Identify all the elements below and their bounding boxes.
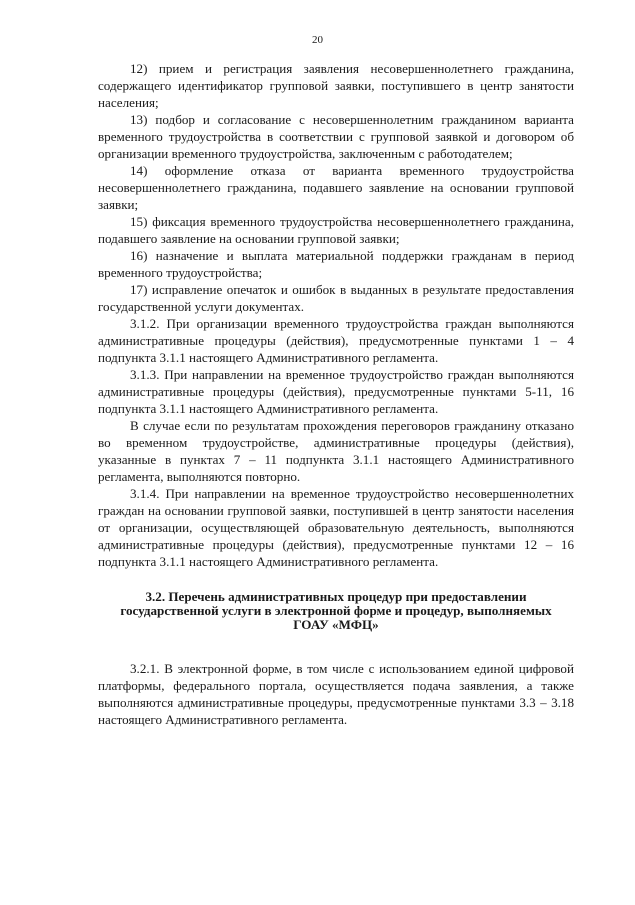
paragraph-item-15: 15) фиксация временного трудоустройства несовершеннолетнего гражданина, подавшего заявление на основании групповой заявки; <box>98 214 574 246</box>
paragraph-item-13: 13) подбор и согласование с несовершеннолетним гражданином варианта временного трудоустройства в соответствии с групповой заявкой и договором об организации временного трудоустройства, заключенным с работодателем; <box>98 112 574 161</box>
paragraph-3-2-1: 3.2.1. В электронной форме, в том числе с использованием единой цифровой платформы, федерального портала, осуществляется подача заявления, а также выполняются административные процедуры, предусмотренные пунктами 3.3 – 3.18 настоящего Административного регламента. <box>98 661 574 727</box>
paragraph-3-1-3: 3.1.3. При направлении на временное трудоустройство граждан выполняются административные процедуры (действия), предусмотренные пунктами 5-11, 16 подпункта 3.1.1 настоящего Административного регламента. <box>98 367 574 416</box>
section-heading-3-2: 3.2. Перечень административных процедур при предоставлении государственной услуги в электронной форме и процедур, выполняемых ГОАУ «МФЦ» <box>120 589 552 632</box>
paragraph-item-17: 17) исправление опечаток и ошибок в выданных в результате предоставления государственной услуги документах. <box>98 282 574 314</box>
paragraph-3-1-4: 3.1.4. При направлении на временное трудоустройство несовершеннолетних граждан на основании групповой заявки, поступившей в центр занятости населения от организации, осуществляющей образовательную деятельность, выполняются административные процедуры (действия), предусмотренные пунктами 12 – 16 подпункта 3.1.1 настоящего Административного регламента. <box>98 486 574 569</box>
paragraph-item-12: 12) прием и регистрация заявления несовершеннолетнего гражданина, содержащего идентификатор групповой заявки, поступившего в центр занятости населения; <box>98 61 574 110</box>
paragraph-item-16: 16) назначение и выплата материальной поддержки гражданам в период временного трудоустройства; <box>98 248 574 280</box>
paragraph-refusal-case: В случае если по результатам прохождения переговоров гражданину отказано во временном трудоустройстве, административные процедуры (действия), указанные в пунктах 7 – 11 подпункта 3.1.1 настоящего Административного регламента, выполняются повторно. <box>98 418 574 484</box>
paragraph-item-14: 14) оформление отказа от варианта временного трудоустройства несовершеннолетнего гражданина, подавшего заявление на основании групповой заявки; <box>98 163 574 212</box>
page-number: 20 <box>312 34 323 46</box>
document-body <box>98 60 574 728</box>
paragraph-3-1-2: 3.1.2. При организации временного трудоустройства граждан выполняются административные процедуры (действия), предусмотренные пунктами 1 – 4 подпункта 3.1.1 настоящего Административного регламента. <box>98 316 574 365</box>
